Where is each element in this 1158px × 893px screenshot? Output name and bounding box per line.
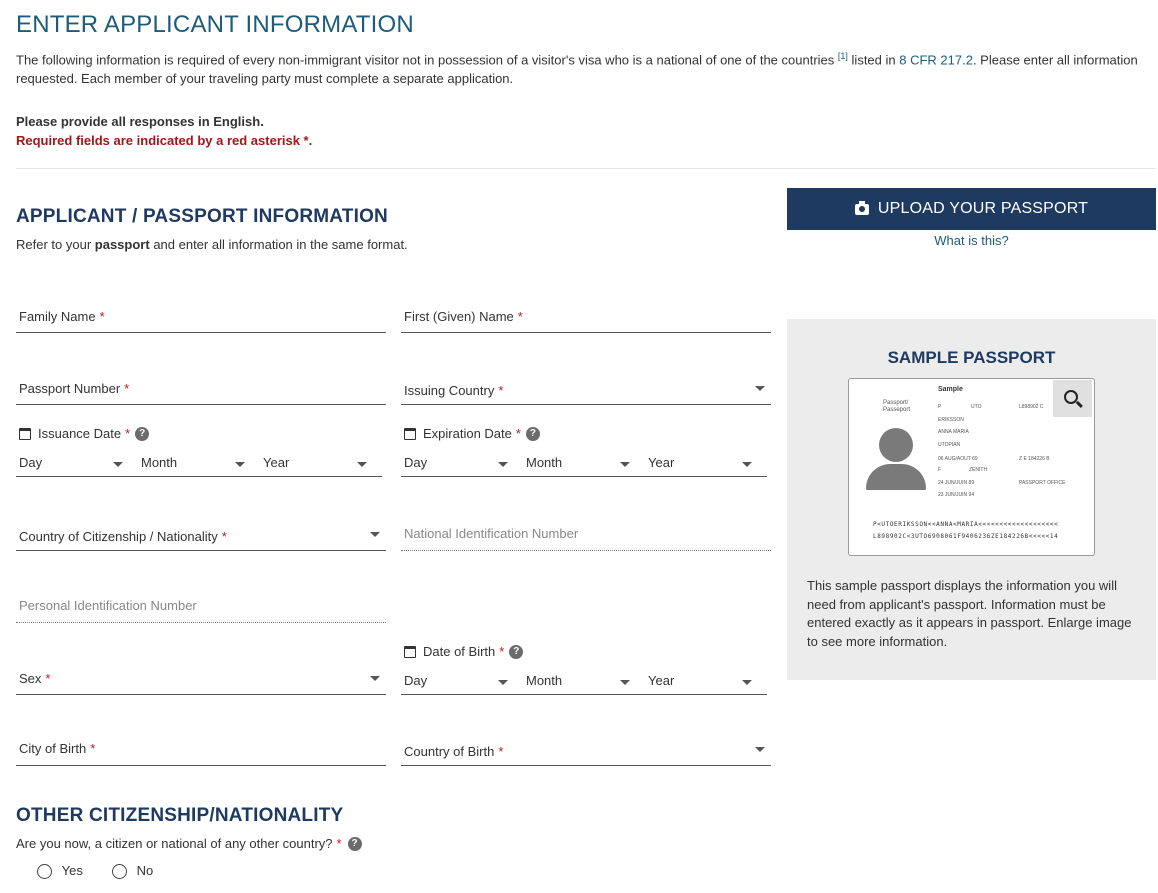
- chevron-down-icon: [113, 462, 123, 467]
- passport-card-title: Sample: [938, 386, 963, 393]
- intro-text: [16, 47, 1151, 88]
- chevron-down-icon: [498, 462, 508, 467]
- sex-select[interactable]: [16, 661, 386, 695]
- dob-year-select[interactable]: Year: [648, 673, 675, 688]
- citizenship-text: Country of Citizenship / Nationality: [19, 529, 218, 544]
- chevron-down-icon: [357, 462, 367, 467]
- chevron-down-icon: [620, 680, 630, 685]
- family-name-text: Family Name: [19, 309, 96, 324]
- first-name-label: [404, 309, 523, 324]
- chevron-down-icon: [370, 676, 380, 681]
- other-citizenship-question: [16, 836, 362, 851]
- required-star: *: [45, 671, 51, 686]
- required-star: *: [498, 744, 504, 759]
- pp-personal-no: Z E 184226 B: [1019, 456, 1050, 462]
- required-star: *: [99, 309, 105, 324]
- intro-part2: listed in: [851, 52, 896, 68]
- chevron-down-icon: [755, 747, 765, 752]
- country-of-birth-select[interactable]: [401, 732, 771, 766]
- sample-passport-panel: [787, 319, 1156, 680]
- issuance-year-select[interactable]: Year: [263, 455, 290, 470]
- citizenship-select[interactable]: [16, 517, 386, 551]
- expiration-day-select[interactable]: Day: [404, 455, 428, 470]
- dob-day-select[interactable]: Day: [404, 673, 428, 688]
- chevron-down-icon: [370, 532, 380, 537]
- national-id-label: National Identification Number: [404, 526, 579, 541]
- chevron-down-icon: [620, 462, 630, 467]
- radio-yes-label: Yes: [61, 863, 83, 878]
- pp-sex: F: [938, 467, 942, 473]
- dob-text: Date of Birth: [423, 644, 496, 659]
- radio-no[interactable]: [112, 863, 153, 879]
- sample-passport-image[interactable]: [848, 378, 1095, 556]
- radio-no-circle[interactable]: [112, 864, 127, 879]
- sample-passport-title: SAMPLE PASSPORT: [887, 348, 1056, 367]
- sub-pre: Refer to your: [16, 237, 92, 252]
- what-is-this-link[interactable]: What is this?: [934, 233, 1009, 248]
- pp-authority: PASSPORT OFFICE: [1019, 480, 1066, 486]
- help-icon[interactable]: ?: [526, 427, 540, 441]
- issuance-date-selects: [16, 449, 382, 477]
- calendar-icon: [404, 646, 416, 658]
- sex-label: [19, 671, 50, 686]
- english-note: Please provide all responses in English.: [16, 114, 264, 129]
- required-star: *: [124, 381, 130, 396]
- dob-label: [404, 644, 523, 659]
- country-of-birth-text: Country of Birth: [404, 744, 495, 759]
- sub-post: and enter all information in the same format.: [153, 237, 408, 252]
- family-name-label: [19, 309, 105, 324]
- dob-month-select[interactable]: Month: [526, 673, 563, 688]
- pp-given: ANNA MARIA: [938, 429, 969, 435]
- required-star: *: [221, 529, 227, 544]
- calendar-icon: [19, 428, 31, 440]
- passport-number-text: Passport Number: [19, 381, 121, 396]
- issuance-day-select[interactable]: Day: [19, 455, 43, 470]
- magnifier-icon: [1064, 390, 1078, 404]
- camera-icon: [855, 204, 869, 215]
- passport-number-label: [19, 381, 129, 396]
- help-icon[interactable]: ?: [509, 645, 523, 659]
- required-note: Required fields are indicated by a red asterisk *.: [16, 133, 313, 148]
- chevron-down-icon: [742, 680, 752, 685]
- upload-passport-button[interactable]: [787, 188, 1156, 230]
- calendar-icon: [404, 428, 416, 440]
- expiration-month-select[interactable]: Month: [526, 455, 563, 470]
- issuing-country-text: Issuing Country: [404, 383, 495, 398]
- sample-passport-description: This sample passport displays the information you will need from applicant's passport. Information must be entered exactly as it appears in passport. Enlarge image to see more information.: [807, 578, 1132, 649]
- pp-code: UTO: [971, 404, 982, 410]
- page-title: ENTER APPLICANT INFORMATION: [16, 11, 414, 38]
- footnote-link[interactable]: [1]: [837, 51, 848, 61]
- personal-id-label: Personal Identification Number: [19, 598, 197, 613]
- city-of-birth-field[interactable]: [16, 732, 386, 766]
- issuance-date-text: Issuance Date: [38, 426, 122, 441]
- passport-label: Passport/ Passeport: [883, 400, 911, 413]
- pp-type: P: [938, 404, 942, 410]
- pp-nationality: UTOPIAN: [938, 442, 961, 448]
- required-star: *: [336, 836, 342, 851]
- intro-part1: The following information is required of every non-immigrant visitor not in possession of a visitor's visa who is a national of one of the countries: [16, 52, 835, 68]
- mrz-line-2: L898902C<3UTO6908061F9406236ZE184226B<<<<<14: [873, 533, 1059, 540]
- zoom-button[interactable]: [1053, 380, 1092, 417]
- help-icon[interactable]: ?: [135, 427, 149, 441]
- radio-yes[interactable]: [37, 863, 83, 879]
- national-id-field[interactable]: [401, 517, 771, 551]
- issuing-country-label: [404, 383, 503, 398]
- required-star: *: [499, 644, 505, 659]
- chevron-down-icon: [742, 462, 752, 467]
- pp-expiry: 23 JUN/JUIN 94: [938, 492, 975, 498]
- radio-no-label: No: [136, 863, 154, 878]
- pp-number: L898902 C: [1019, 404, 1044, 410]
- first-name-field[interactable]: [401, 299, 771, 333]
- family-name-field[interactable]: [16, 299, 386, 333]
- pp-birthplace: ZENITH: [969, 467, 988, 473]
- chevron-down-icon: [498, 680, 508, 685]
- upload-passport-label: UPLOAD YOUR PASSPORT: [877, 200, 1089, 217]
- chevron-down-icon: [235, 462, 245, 467]
- required-star: *: [90, 741, 96, 756]
- personal-id-field[interactable]: [16, 589, 386, 623]
- required-star: *: [498, 383, 504, 398]
- pp-surname: ERIKSSON: [938, 417, 964, 423]
- mrz-line-1: P<UTOERIKSSON<<ANNA<MARIA<<<<<<<<<<<<<<<<<<<: [873, 521, 1059, 528]
- required-star: *: [517, 309, 523, 324]
- applicant-section-subtitle: [16, 237, 408, 252]
- dob-selects: [401, 667, 767, 695]
- radio-yes-circle[interactable]: [37, 864, 52, 879]
- first-name-text: First (Given) Name: [404, 309, 514, 324]
- chevron-down-icon: [755, 386, 765, 391]
- question-text: Are you now, a citizen or national of any other country?: [16, 836, 333, 851]
- issuance-date-label: [19, 426, 149, 441]
- expiration-date-text: Expiration Date: [423, 426, 512, 441]
- city-of-birth-label: [19, 741, 95, 756]
- required-star: *: [125, 426, 131, 441]
- intro-part3: . Please enter all information requested. Each member of your traveling party must complete a separate application.: [16, 52, 1138, 87]
- applicant-section-title: APPLICANT / PASSPORT INFORMATION: [16, 206, 388, 227]
- other-citizenship-title: OTHER CITIZENSHIP/NATIONALITY: [16, 805, 344, 826]
- sex-text: Sex: [19, 671, 42, 686]
- expiration-year-select[interactable]: Year: [648, 455, 675, 470]
- photo-body: [866, 464, 926, 490]
- passport-number-field[interactable]: [16, 371, 386, 405]
- expiration-date-selects: [401, 449, 767, 477]
- pp-dob: 06 AUG/AOUT 69: [938, 456, 978, 462]
- expiration-date-label: [404, 426, 540, 441]
- citizenship-label: [19, 529, 227, 544]
- sub-bold: passport: [94, 237, 150, 252]
- cfr-link[interactable]: 8 CFR 217.2: [899, 52, 973, 68]
- city-of-birth-text: City of Birth: [19, 741, 87, 756]
- required-star: *: [515, 426, 521, 441]
- photo-head: [879, 428, 913, 462]
- pp-issue: 24 JUN/JUIN 89: [938, 480, 975, 486]
- country-of-birth-label: [404, 744, 503, 759]
- issuance-month-select[interactable]: Month: [141, 455, 178, 470]
- help-icon[interactable]: ?: [348, 837, 362, 851]
- issuing-country-select[interactable]: [401, 371, 771, 405]
- divider: [16, 168, 1156, 169]
